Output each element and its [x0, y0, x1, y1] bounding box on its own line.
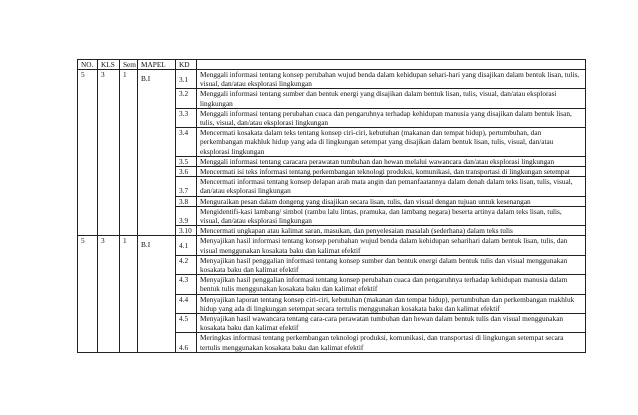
- cell-no: 5: [78, 236, 98, 352]
- cell-desc: Meringkas informasi tentang perkembangan teknologi produksi, komunikasi, dan transportasi di lingkungan setempat secara tertulis menggunakan kosakata baku dan kalimat efektif: [197, 333, 586, 352]
- cell-desc: Mencermati kosakata dalam teks tentang konsep ciri-ciri, kebutuhan (makanan dan tempat hidup), pertumbuhan, dan perkembangan makhluk hidup yang ada di lingkungan setempat yang disajikan dalam bentuk lisan, tulis, visual, dan/atau eksplorasi lingkungan: [197, 128, 586, 157]
- cell-kd: 3.7: [176, 177, 197, 196]
- table-row: [78, 70, 586, 89]
- cell-kd: 3.1: [176, 70, 197, 89]
- cell-kd: 4.1: [176, 236, 197, 255]
- cell-desc: Menyajikan laporan tentang konsep ciri-ciri, kebutuhan (makanan dan tempat hidup), pertumbuhan dan perkembangan makhluk hidup yang ada di lingkungan setempat secara tertulis menggunakan kosakata baku dan kalimat efektif: [197, 294, 586, 313]
- header-sem: Sem: [120, 60, 138, 70]
- cell-kd: 4.3: [176, 275, 197, 294]
- cell-desc: Mencermati informasi tentang konsep delapan arah mata angin dan pemanfaatannya dalam denah dalam teks lisan, tulis, visual, dan/atau eksplorasi lingkungan: [197, 177, 586, 196]
- cell-desc: Menggali informasi tentang sumber dan bentuk energi yang disajikan dalam bentuk lisan, tulis, visual, dan/atau eksplorasi lingkungan: [197, 89, 586, 108]
- cell-kd: 4.6: [176, 333, 197, 352]
- cell-desc: Mencermati ungkapan atau kalimat saran, masukan, dan penyelesaian masalah (sederhana) dalam teks tulis: [197, 226, 586, 236]
- cell-kd: 3.3: [176, 108, 197, 127]
- cell-kd: 4.5: [176, 314, 197, 333]
- cell-mapel: [138, 70, 176, 236]
- mapel-label: B.I: [141, 74, 151, 83]
- cell-desc: Mencermati isi teks informasi tentang perkembangan teknologi produksi, komunikasi, dan transportasi di lingkungan setempat: [197, 167, 586, 177]
- table-row: [78, 236, 586, 255]
- cell-desc: Menyajikan hasil penggalian informasi tentang konsep sumber dan bentuk energi dalam bentuk tulis dan visual menggunakan kosakata baku dan kalimat efektif: [197, 255, 586, 274]
- header-no: NO.: [78, 60, 98, 70]
- cell-kd: 4.2: [176, 255, 197, 274]
- cell-kd: 3.8: [176, 196, 197, 206]
- cell-kd: 3.2: [176, 89, 197, 108]
- header-kls: KLS: [98, 60, 120, 70]
- cell-kls: 3: [98, 236, 120, 352]
- cell-desc: Menyajikan hasil informasi tentang konsep perubahan wujud benda dalam kehidupan seharihari dalam bentuk lisan, tulis, dan visual menggunakan kosakata baku dan kalimat efektif: [197, 236, 586, 255]
- cell-sem: 1: [120, 70, 138, 236]
- cell-desc: Menguraikan pesan dalam dongeng yang disajikan secara lisan, tulis, dan visual dengan tujuan untuk kesenangan: [197, 196, 586, 206]
- cell-kd: 3.10: [176, 226, 197, 236]
- cell-kd: 3.9: [176, 206, 197, 225]
- cell-desc: Menyajikan hasil penggalian informasi tentang konsep perubahan cuaca dan pengaruhnya terhadap kehidupan manusia dalam bentuk tulis menggunakan kosakata baku dan kalimat efektif: [197, 275, 586, 294]
- header-kd: KD: [176, 60, 197, 70]
- header-row: [78, 60, 586, 70]
- cell-mapel: [138, 236, 176, 352]
- kd-table: [77, 59, 586, 353]
- cell-kd: 3.5: [176, 156, 197, 166]
- cell-no: 5: [78, 70, 98, 236]
- cell-desc: Menyajikan hasil wawancara tentang cara-cara perawatan tumbuhan dan hewan dalam bentuk tulis dan visual menggunakan kosakata baku dan kalimat efektif: [197, 314, 586, 333]
- mapel-label: B.I: [141, 240, 151, 250]
- cell-desc: Menggali informasi tentang perubahan cuaca dan pengaruhnya terhadap kehidupan manusia yang disajikan dalam bentuk lisan, tulis, visual, dan/atau eksplorasi lingkungan: [197, 108, 586, 127]
- cell-kd: 3.6: [176, 167, 197, 177]
- cell-kd: 4.4: [176, 294, 197, 313]
- cell-desc: Menggali informasi tentang caracara perawatan tumbuhan dan hewan melalui wawancara dan/atau eksplorasi lingkungan: [197, 156, 586, 166]
- cell-desc: Menggali informasi tentang konsep perubahan wujud benda dalam kehidupan sehari-hari yang disajikan dalam bentuk lisan, tulis, visual, dan/atau eksplorasi lingkungan: [197, 70, 586, 89]
- cell-kd: 3.4: [176, 128, 197, 157]
- header-desc: [197, 60, 586, 70]
- cell-kls: 3: [98, 70, 120, 236]
- header-mapel: MAPEL: [138, 60, 176, 70]
- cell-desc: Mengidentifi-kasi lambang/ simbol (rambu lalu lintas, pramuka, dan lambang negara) beserta artinya dalam teks lisan, tulis, visual, dan/atau eksplorasi lingkungan: [197, 206, 586, 225]
- cell-sem: 1: [120, 236, 138, 352]
